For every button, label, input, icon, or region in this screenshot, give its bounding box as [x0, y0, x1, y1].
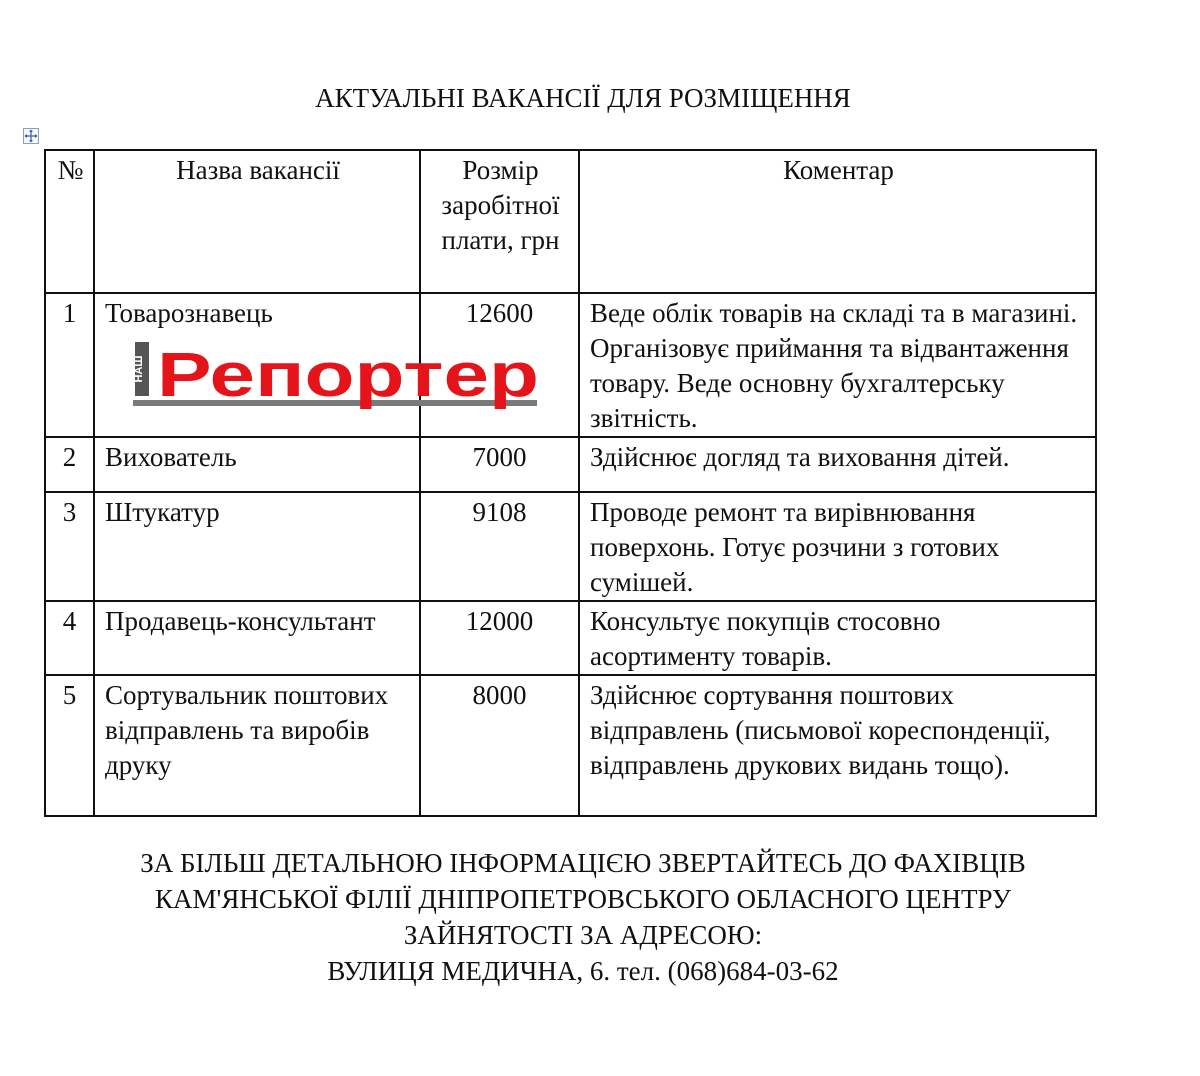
- row-num: 3: [45, 492, 94, 601]
- page-title: АКТУАЛЬНІ ВАКАНСІЇ ДЛЯ РОЗМІЩЕННЯ: [315, 83, 851, 113]
- table-row: [45, 437, 1096, 492]
- row-salary: 12000: [420, 601, 579, 675]
- row-name: Сортувальник поштових відправлень та виробів друку: [94, 675, 420, 816]
- row-salary: 9108: [420, 492, 579, 601]
- table-move-handle-icon[interactable]: [23, 128, 39, 144]
- vacancies-table: [44, 149, 1097, 817]
- header-comment: Коментар: [579, 150, 1096, 293]
- row-salary: 7000: [420, 437, 579, 492]
- row-comment: Консультує покупців стосовно асортименту товарів.: [579, 601, 1096, 675]
- logo-word: Репортер: [157, 341, 539, 410]
- header-num: №: [45, 150, 94, 293]
- row-name: Вихователь: [94, 437, 420, 492]
- header-name: Назва вакансії: [94, 150, 420, 293]
- header-salary: Розмір заробітної плати, грн: [420, 150, 579, 293]
- row-salary: 8000: [420, 675, 579, 816]
- row-comment: Здійснює сортування поштових відправлень (письмової кореспонденції, відправлень друкових видань тощо).: [579, 675, 1096, 816]
- row-comment: Проводе ремонт та вирівнювання поверхонь. Готує розчини з готових сумішей.: [579, 492, 1096, 601]
- reporter-logo: [133, 338, 543, 416]
- row-num: 5: [45, 675, 94, 816]
- table-header-row: [45, 150, 1096, 293]
- row-num: 4: [45, 601, 94, 675]
- move-cross-icon: [24, 129, 38, 143]
- row-name: Продавець-консультант: [94, 601, 420, 675]
- row-comment: Веде облік товарів на складі та в магазині. Організовує приймання та відвантаження товару. Веде основну бухгалтерську звітність.: [579, 293, 1096, 437]
- contact-address: ВУЛИЦЯ МЕДИЧНА, 6. тел. (068)684-03-62: [327, 956, 839, 986]
- table-row: [45, 601, 1096, 675]
- table-row: [45, 492, 1096, 601]
- row-name: Товарознавець: [105, 298, 273, 328]
- contact-line: ЗАЙНЯТОСТІ ЗА АДРЕСОЮ:: [403, 920, 763, 950]
- row-num: 1: [45, 293, 94, 437]
- table-row: [45, 293, 1096, 437]
- contact-line: ЗА БІЛЬШ ДЕТАЛЬНОЮ ІНФОРМАЦІЄЮ ЗВЕРТАЙТЕСЬ ДО ФАХІВЦІВ: [140, 848, 1026, 878]
- row-num: 2: [45, 437, 94, 492]
- contact-info: [0, 845, 1166, 989]
- row-salary: 12600: [420, 293, 579, 437]
- row-name: Штукатур: [94, 492, 420, 601]
- row-comment: Здійснює догляд та виховання дітей.: [579, 437, 1096, 492]
- table-row: [45, 675, 1096, 816]
- logo-prefix: НАШ: [133, 355, 145, 383]
- contact-line: КАМ'ЯНСЬКОЇ ФІЛІЇ ДНІПРОПЕТРОВСЬКОГО ОБЛАСНОГО ЦЕНТРУ: [155, 884, 1011, 914]
